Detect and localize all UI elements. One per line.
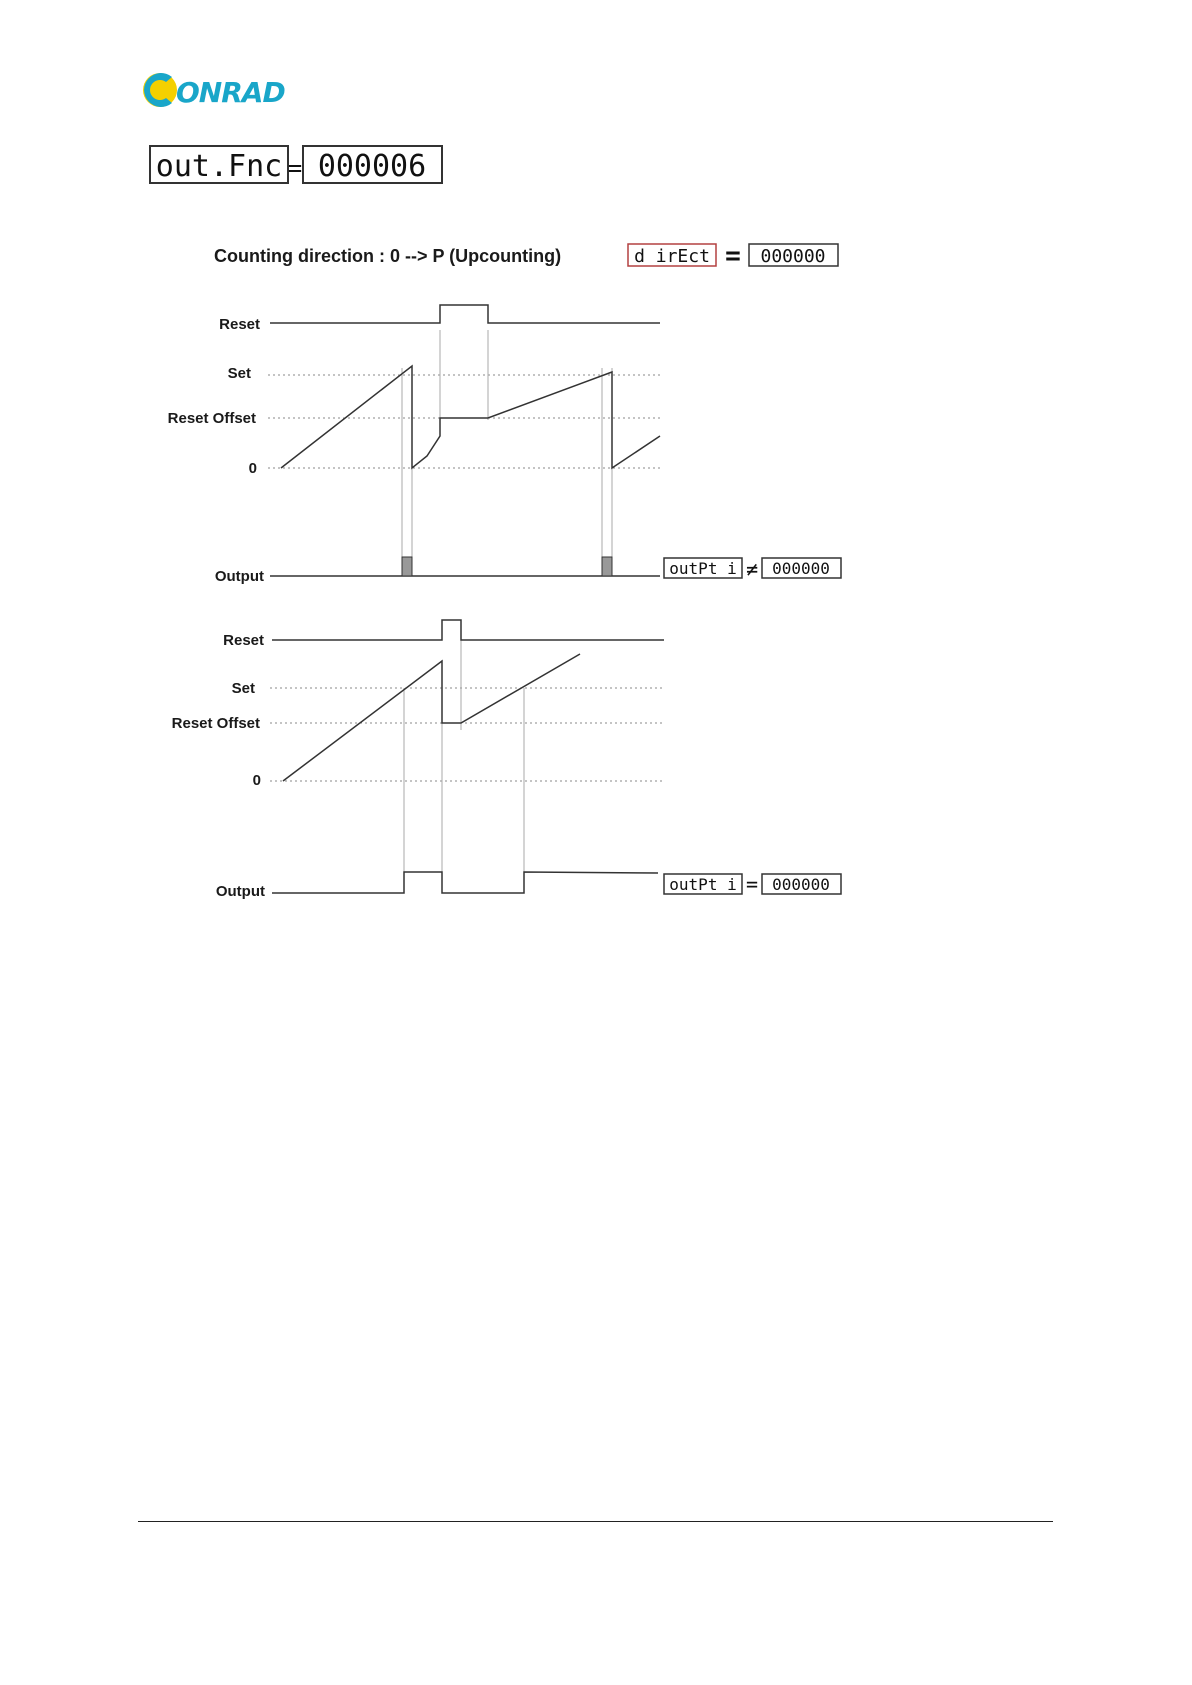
diagram-2-label-reset: Reset [223, 632, 264, 649]
diagram-1-condition-value: 000000 [772, 559, 830, 578]
param-header-value: 000006 [317, 149, 427, 184]
diagram-1-label-output: Output [214, 568, 264, 585]
diagram-1-output-pulse-2 [602, 557, 612, 576]
diagram-2-time-guides [404, 640, 524, 890]
direction-heading: Counting direction : 0 --> P (Upcounting) [214, 246, 562, 266]
diagram-2-reset-signal [272, 620, 664, 640]
diagram-2-counter-ramp [283, 654, 580, 781]
diagram-1-level-guides [268, 375, 660, 468]
diagram-2-level-guides [270, 688, 664, 781]
direction-operator: = [725, 241, 741, 271]
timing-diagram-2 [172, 620, 841, 900]
diagram-2-label-set: Set [231, 680, 255, 697]
diagram-1-reset-signal [270, 305, 660, 323]
param-header [150, 146, 442, 184]
param-header-label: out.Fnc [155, 149, 283, 184]
footer-divider [138, 1521, 1053, 1522]
direction-value: 000000 [760, 246, 826, 267]
diagram-1-condition [664, 557, 841, 581]
param-header-operator: = [287, 154, 303, 182]
diagram-1-condition-operator: ≠ [745, 557, 759, 581]
diagram-1-label-reset: Reset [219, 316, 260, 333]
diagram-1-label-zero: 0 [248, 460, 257, 477]
diagram-1-output-pulse-1 [402, 557, 412, 576]
direction-row [214, 241, 838, 271]
diagram-1-condition-label: outPt i [669, 559, 737, 578]
logo-text: ONRAD [176, 76, 285, 109]
diagram-2-label-zero: 0 [252, 772, 261, 789]
diagram-1-counter-ramp [281, 366, 660, 468]
diagram-2-label-output: Output [215, 883, 265, 900]
diagram-1-label-set: Set [227, 365, 251, 382]
diagram-2-condition-value: 000000 [772, 875, 830, 894]
diagram-1-label-reset-offset: Reset Offset [167, 410, 256, 427]
diagram-2-condition [664, 872, 841, 896]
diagram-2-condition-operator: = [745, 872, 759, 896]
direction-label: d irEct [634, 246, 710, 267]
timing-diagram-1 [168, 305, 841, 585]
diagram-2-output-signal [272, 872, 658, 893]
diagram-2-label-reset-offset: Reset Offset [171, 715, 260, 732]
diagram-2-condition-label: outPt i [669, 875, 737, 894]
